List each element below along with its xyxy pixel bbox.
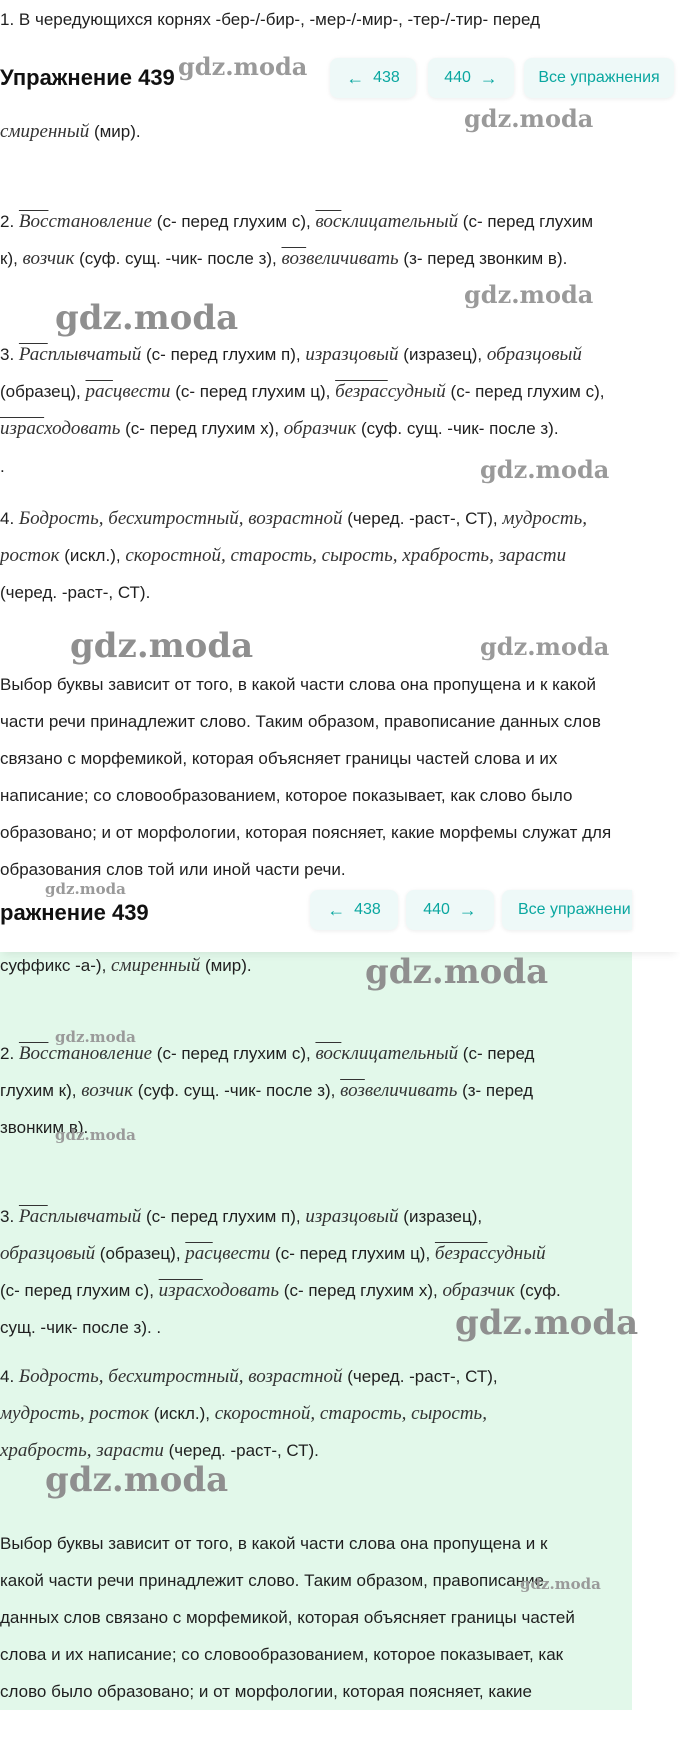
answer-line: к), возчик (суф. сущ. -чик- после з), возвеличивать (з- перед звонким в). bbox=[0, 248, 568, 269]
answer-line: 3. Расплывчатый (с- перед глухим п), изразцовый (изразец), образцовый bbox=[0, 344, 582, 365]
all-exercises-label: Все упражнени bbox=[518, 901, 631, 918]
explanation-paragraph: Выбор буквы зависит от того, в какой части слова она пропущена и к какой части речи принадлежит слово. Таким образом, правописание данных слов связано с морфемикой, которая объясняет границы частей слова и их написание; со словообразованием, которое показывает, как слово было образовано; и от морфологии, которая поясняет, какие морфемы служат для образования слов той или иной части речи. bbox=[0, 675, 612, 879]
watermark: gdz.moda bbox=[480, 632, 610, 661]
answer-line: (с- перед глухим с), израсходовать (с- перед глухим х), образчик (суф. bbox=[0, 1280, 561, 1301]
answer-line: (образец), расцвести (с- перед глухим ц), безрассудный (с- перед глухим с), bbox=[0, 381, 605, 402]
prev-exercise-button[interactable] bbox=[330, 58, 416, 98]
next-exercise-button-secondary[interactable] bbox=[406, 890, 494, 930]
watermark: gdz.moda bbox=[455, 1303, 639, 1343]
answer-line: сущ. -чик- после з). . bbox=[0, 1318, 162, 1337]
answer-line: звонким в). bbox=[0, 1118, 89, 1137]
next-exercise-label: 440 bbox=[444, 69, 471, 86]
page-title: Упражнение 439 bbox=[0, 65, 175, 90]
answer-line: . bbox=[0, 457, 5, 476]
answer-line: 2. Восстановление (с- перед глухим с), восклицательный (с- перед bbox=[0, 1043, 535, 1064]
arrow-right-icon: → bbox=[479, 67, 498, 88]
answer-line: образцовый (образец), расцвести (с- перед глухим ц), безрассудный bbox=[0, 1243, 546, 1264]
watermark: gdz.moda bbox=[464, 104, 594, 133]
answer-line: 4. Бодрость, бесхитростный, возрастной (черед. -раст-, СТ), мудрость, bbox=[0, 508, 587, 529]
explanation-paragraph-secondary: Выбор буквы зависит от того, в какой части слова она пропущена и к какой части речи принадлежит слово. Таким образом, правописание данных слов связано с морфемикой, которая объясняет границы частей слова и их написание; со словообразованием, которое показывает, как слово было образовано; и от морфологии, которая поясняет, какие bbox=[0, 1534, 575, 1701]
prev-exercise-label: 438 bbox=[373, 69, 400, 86]
watermark: gdz.moda bbox=[70, 626, 254, 666]
page-title-secondary: ражнение 439 bbox=[0, 900, 149, 925]
all-exercises-button-secondary[interactable] bbox=[502, 890, 632, 930]
watermark: gdz.moda bbox=[55, 1028, 136, 1046]
answer-line: росток (искл.), скоростной, старость, сырость, храбрость, зарасти bbox=[0, 545, 567, 566]
watermark: gdz.moda bbox=[365, 952, 549, 992]
watermark: gdz.moda bbox=[55, 1126, 136, 1144]
watermark: gdz.moda bbox=[520, 1575, 601, 1593]
watermark: gdz.moda bbox=[480, 455, 610, 484]
arrow-right-icon: → bbox=[458, 899, 477, 920]
answer-line: (черед. -раст-, СТ). bbox=[0, 583, 151, 602]
intro-line: 1. В чередующихся корнях -бер-/-бир-, -мер-/-мир-, -тер-/-тир- перед bbox=[0, 10, 541, 29]
watermark: gdz.moda bbox=[45, 880, 126, 898]
prev-exercise-label: 438 bbox=[354, 901, 381, 918]
answer-line: храбрость, зарасти (черед. -раст-, СТ). bbox=[0, 1440, 319, 1461]
answer-line: глухим к), возчик (суф. сущ. -чик- после з), возвеличивать (з- перед bbox=[0, 1080, 534, 1101]
answer-line: суффикс -а-), смиренный (мир). bbox=[0, 955, 252, 976]
prev-exercise-button-secondary[interactable] bbox=[310, 890, 398, 930]
watermark: gdz.moda bbox=[45, 1460, 229, 1500]
answer-line: 3. Расплывчатый (с- перед глухим п), изразцовый (изразец), bbox=[0, 1206, 483, 1227]
answer-line: 4. Бодрость, бесхитростный, возрастной (черед. -раст-, СТ), bbox=[0, 1366, 498, 1387]
next-exercise-button[interactable] bbox=[428, 58, 514, 98]
arrow-left-icon: ← bbox=[346, 67, 365, 88]
answer-line: мудрость, росток (искл.), скоростной, старость, сырость, bbox=[0, 1403, 487, 1424]
next-exercise-label: 440 bbox=[423, 901, 450, 918]
watermark: gdz.moda bbox=[178, 52, 308, 81]
all-exercises-button[interactable] bbox=[524, 58, 674, 98]
answer-line: 2. Восстановление (с- перед глухим с), восклицательный (с- перед глухим bbox=[0, 211, 594, 232]
all-exercises-label: Все упражнения bbox=[538, 69, 660, 86]
watermark: gdz.moda bbox=[55, 298, 239, 338]
answer-line: израсходовать (с- перед глухим х), образчик (суф. сущ. -чик- после з). bbox=[0, 418, 559, 439]
watermark: gdz.moda bbox=[464, 280, 594, 309]
answer-line: смиренный (мир). bbox=[0, 121, 141, 142]
arrow-left-icon: ← bbox=[327, 899, 346, 920]
